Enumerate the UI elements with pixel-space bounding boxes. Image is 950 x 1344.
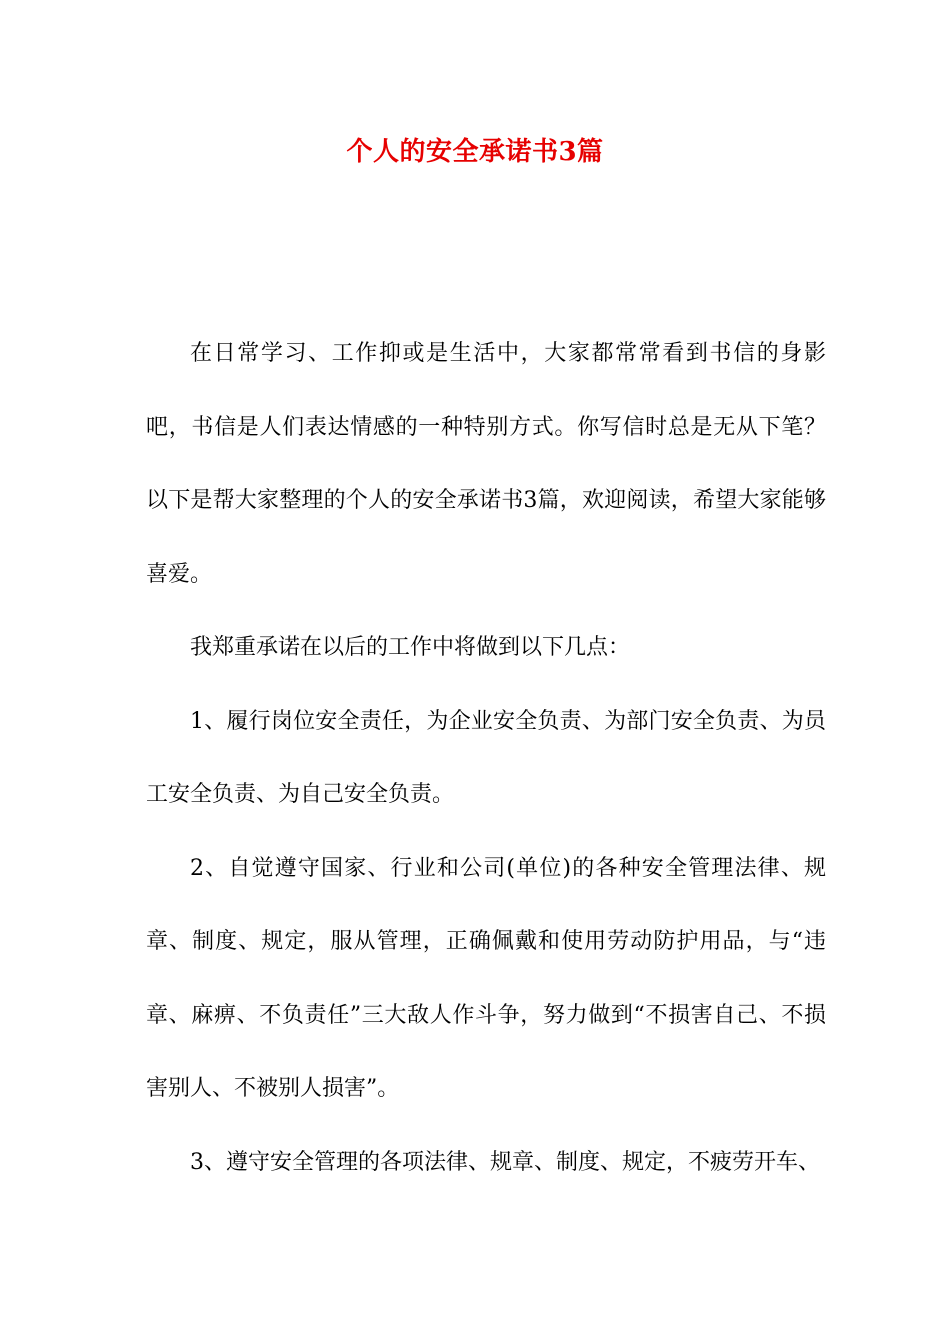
- paragraph-item-1: 1、履行岗位安全责任，为企业安全负责、为部门安全负责、为员工安全负责、为自己安全负责。: [146, 708, 826, 807]
- paragraph-item-3: 3、遵守安全管理的各项法律、规章、制度、规定，不疲劳开车、: [190, 1149, 820, 1175]
- paragraph-pledge-lead: 我郑重承诺在以后的工作中将做到以下几点：: [190, 635, 631, 660]
- document-title: 个人的安全承诺书3篇: [346, 137, 604, 167]
- paragraph-item-2: 2、自觉遵守国家、行业和公司(单位)的各种安全管理法律、规章、制度、规定，服从管理，正确佩戴和使用劳动防护用品，与“违章、麻痹、不负责任”三大敌人作斗争，努力做到“不损害自己、不损害别人、不被别人损害”。: [146, 855, 826, 1101]
- paragraph-intro: 在日常学习、工作抑或是生活中，大家都常常看到书信的身影吧，书信是人们表达情感的一种特别方式。你写信时总是无从下笔？以下是帮大家整理的个人的安全承诺书3篇，欢迎阅读，希望大家能够喜爱。: [146, 341, 826, 587]
- document-body: [146, 317, 826, 1199]
